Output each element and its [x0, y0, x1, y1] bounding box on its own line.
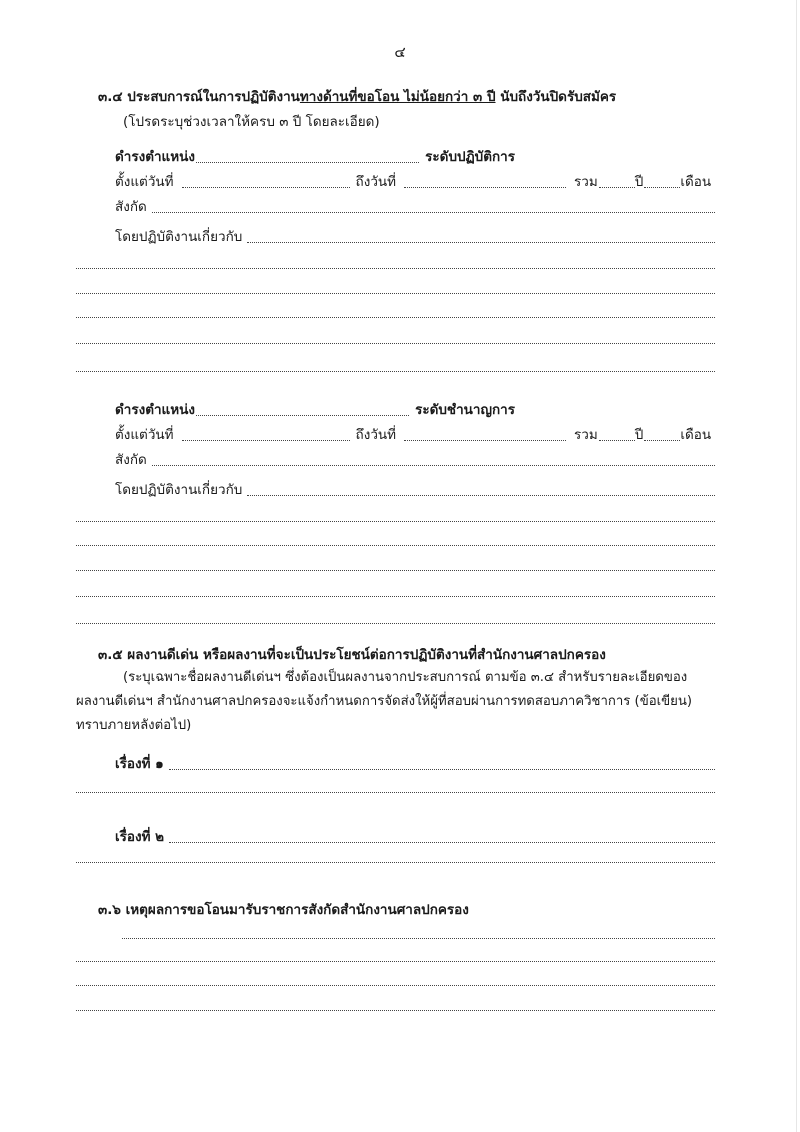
item1-row — [115, 755, 715, 773]
page-number: ๔ — [394, 43, 406, 61]
block1-duties-line-5[interactable] — [76, 371, 715, 372]
section-36-line-3[interactable] — [76, 985, 715, 986]
block2-duties-line-4[interactable] — [76, 596, 715, 597]
block1-to-label: ถึงวันที่ — [355, 174, 397, 190]
block2-to-field[interactable] — [404, 428, 566, 441]
block1-duties-line-4[interactable] — [76, 343, 715, 344]
block1-month-label: เดือน — [680, 174, 712, 190]
block1-to-field[interactable] — [404, 175, 566, 188]
block2-months-field[interactable] — [644, 428, 680, 441]
block2-affiliation-label: สังกัด — [115, 452, 147, 468]
item2-label: เรื่องที่ ๒ — [115, 829, 165, 845]
section-34-title-pre: ประสบการณ์ในการปฏิบัติงาน — [127, 89, 300, 105]
item2-row — [115, 828, 715, 846]
section-34-note: (โปรดระบุช่วงเวลาให้ครบ ๓ ปี โดยละเอียด) — [123, 114, 380, 130]
section-34-title-underlined: ทางด้านที่ขอโอน ไม่น้อยกว่า ๓ ปี — [299, 89, 496, 105]
block2-affiliation-row — [115, 451, 715, 469]
block2-total-label: รวม — [574, 427, 598, 443]
item1-line-2[interactable] — [76, 792, 715, 793]
block2-position-label: ดำรงตำแหน่ง — [115, 402, 195, 418]
block2-years-field[interactable] — [599, 428, 635, 441]
block1-duties-row — [115, 228, 715, 246]
block2-level-label: ระดับชำนาญการ — [415, 402, 515, 418]
block2-from-field[interactable] — [182, 428, 350, 441]
block1-duties-line-2[interactable] — [76, 293, 715, 294]
block2-duties-line-5[interactable] — [76, 623, 715, 624]
block1-total-label: รวม — [574, 174, 598, 190]
section-36-number: ๓.๖ — [98, 902, 121, 918]
block1-dates-row — [115, 173, 715, 191]
block2-dates-row — [115, 426, 715, 444]
section-36-line-1[interactable] — [122, 938, 715, 939]
section-36-heading — [98, 901, 469, 919]
block1-years-field[interactable] — [599, 175, 635, 188]
block1-position-field[interactable] — [196, 150, 419, 163]
block1-duties-field[interactable] — [247, 230, 715, 243]
section-35-heading — [98, 646, 606, 664]
block2-affiliation-field[interactable] — [152, 453, 715, 466]
block2-month-label: เดือน — [680, 427, 712, 443]
block1-duties-label: โดยปฏิบัติงานเกี่ยวกับ — [115, 229, 243, 245]
section-36-line-2[interactable] — [76, 961, 715, 962]
section-35-number: ๓.๕ — [98, 647, 123, 663]
item1-field[interactable] — [169, 757, 715, 770]
block2-duties-label: โดยปฏิบัติงานเกี่ยวกับ — [115, 482, 243, 498]
block2-duties-field[interactable] — [247, 483, 715, 496]
block1-affiliation-label: สังกัด — [115, 199, 147, 215]
block1-duties-line-1[interactable] — [76, 268, 715, 269]
block2-duties-row — [115, 481, 715, 499]
block2-duties-line-3[interactable] — [76, 570, 715, 571]
item2-line-2[interactable] — [76, 862, 715, 863]
section-34-heading — [98, 88, 616, 106]
block2-year-label: ปี — [634, 427, 644, 443]
block1-months-field[interactable] — [644, 175, 680, 188]
section-34-title-post: นับถึงวันปิดรับสมัคร — [500, 89, 617, 105]
block1-duties-line-3[interactable] — [76, 317, 715, 318]
section-35-note-line3: ทราบภายหลังต่อไป) — [76, 718, 192, 733]
block2-duties-line-2[interactable] — [76, 545, 715, 546]
block1-from-label: ตั้งแต่วันที่ — [115, 174, 174, 190]
section-34-number: ๓.๔ — [98, 89, 123, 105]
section-35-title: ผลงานดีเด่น หรือผลงานที่จะเป็นประโยชน์ต่อการปฏิบัติงานที่สำนักงานศาลปกครอง — [127, 647, 606, 663]
page-edge — [796, 0, 797, 1132]
section-35-note-line2: ผลงานดีเด่นฯ สำนักงานศาลปกครองจะแจ้งกำหนดการจัดส่งให้ผู้ที่สอบผ่านการทดสอบภาควิชาการ (ข้อเขียน) — [76, 694, 693, 709]
block2-to-label: ถึงวันที่ — [355, 427, 397, 443]
block2-position-row — [115, 401, 515, 419]
block2-from-label: ตั้งแต่วันที่ — [115, 427, 174, 443]
block2-position-field[interactable] — [196, 403, 409, 416]
block2-duties-line-1[interactable] — [76, 521, 715, 522]
block1-position-row — [115, 148, 515, 166]
section-35-note-line1: (ระบุเฉพาะชื่อผลงานดีเด่นฯ ซึ่งต้องเป็นผลงานจากประสบการณ์ ตามข้อ ๓.๔ สำหรับรายละเอียดของ — [123, 670, 688, 685]
block1-affiliation-row — [115, 198, 715, 216]
item2-field[interactable] — [169, 830, 715, 843]
item1-label: เรื่องที่ ๑ — [115, 756, 164, 772]
block1-from-field[interactable] — [182, 175, 350, 188]
section-36-line-4[interactable] — [76, 1010, 715, 1011]
block1-position-label: ดำรงตำแหน่ง — [115, 149, 195, 165]
block1-level-label: ระดับปฏิบัติการ — [425, 149, 515, 165]
block1-year-label: ปี — [634, 174, 644, 190]
block1-affiliation-field[interactable] — [152, 200, 715, 213]
section-36-title: เหตุผลการขอโอนมารับราชการสังกัดสำนักงานศาลปกครอง — [125, 902, 469, 918]
